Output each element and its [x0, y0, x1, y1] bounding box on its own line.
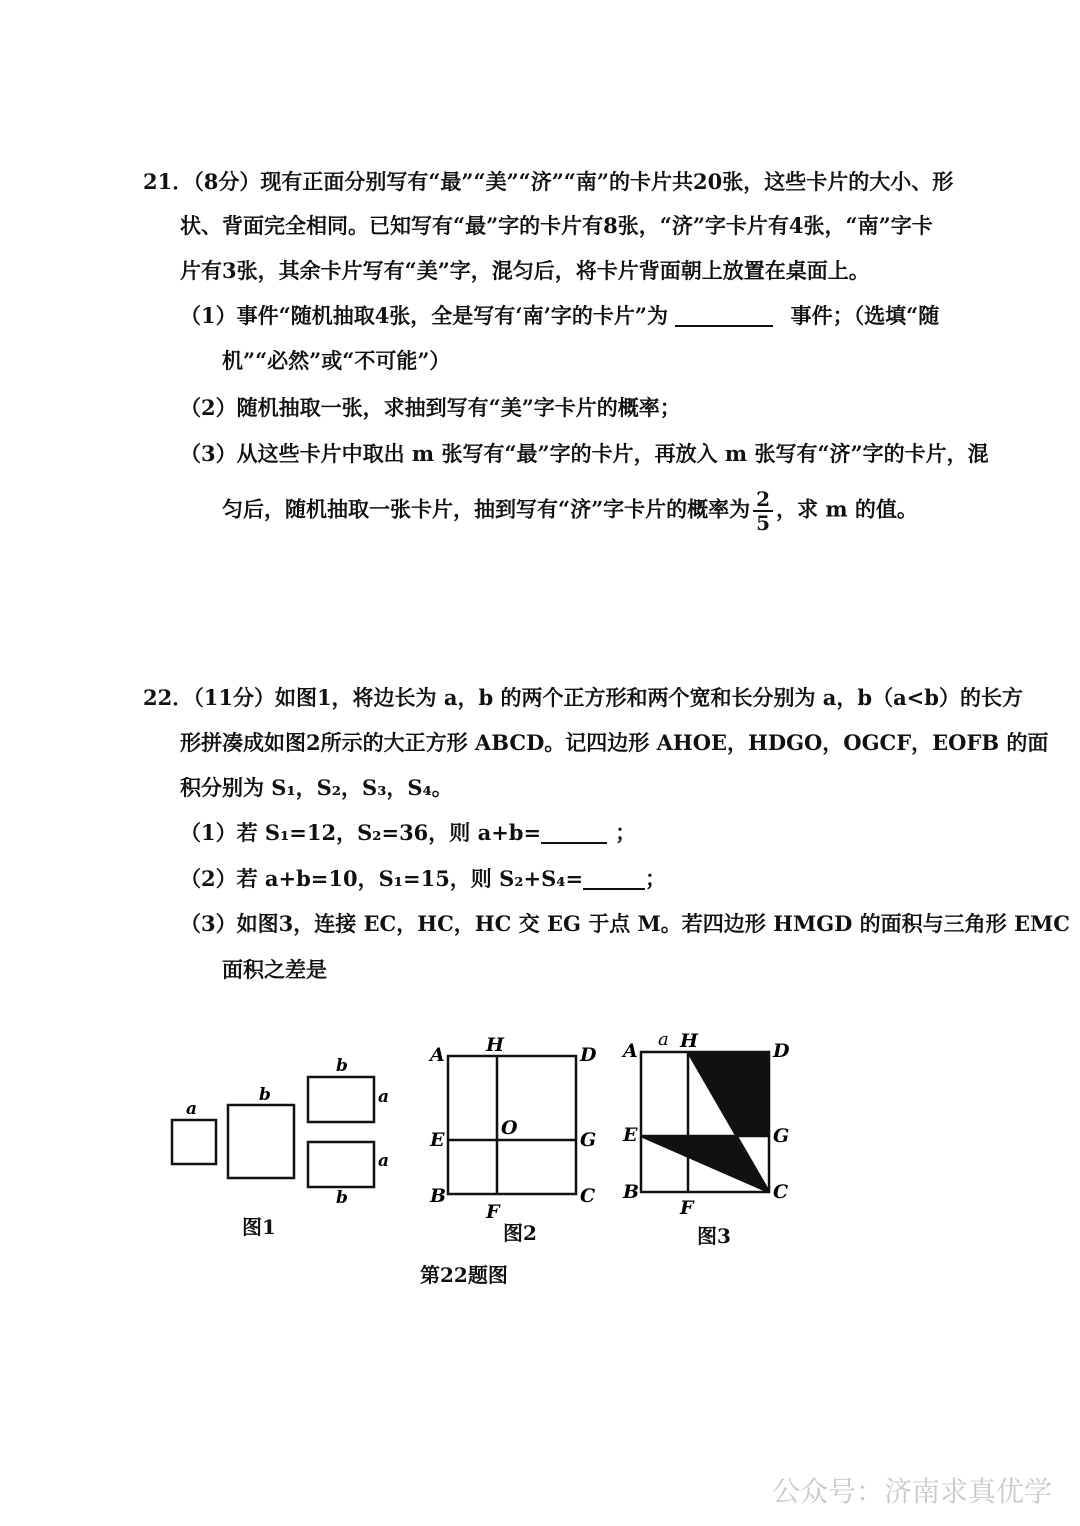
q22-part1-text: （1）若 S₁=12，S₂=36，则 a+b= — [180, 820, 542, 845]
figure-1 — [160, 1050, 410, 1240]
fig1-rect2-label-a: a — [378, 1151, 390, 1171]
fig1-rect1-label-b: b — [336, 1056, 348, 1076]
q22-part2-end: ； — [645, 866, 667, 891]
label-H: H — [486, 1034, 504, 1056]
label-A: A — [430, 1044, 445, 1066]
q22-part1 — [180, 818, 636, 848]
q21-part1-cont: 机”“必然”或“不可能”） — [222, 348, 451, 373]
label-C: C — [580, 1185, 596, 1207]
fig2-caption: 图2 — [503, 1221, 537, 1245]
q22-part2-blank[interactable] — [583, 866, 645, 890]
figure-2 — [420, 1030, 610, 1240]
q22-line3: 积分别为 S₁，S₂，S₃，S₄。 — [180, 775, 453, 800]
q21-part1-blank[interactable] — [675, 303, 773, 327]
q22-part1-end: ； — [615, 820, 637, 845]
q22-part3-b: 面积之差是 — [222, 957, 327, 982]
label-F: F — [486, 1201, 500, 1223]
q21-part1-text-b: 事件；（选填“随 — [790, 303, 940, 328]
label-G: G — [580, 1129, 597, 1151]
fig3-caption: 图3 — [697, 1224, 731, 1248]
figure-group-caption: 第22题图 — [420, 1263, 508, 1287]
label-A-fig3: A — [623, 1040, 638, 1062]
watermark: 公众号：济南求真优学 — [771, 1475, 1052, 1508]
label-F-fig3: F — [680, 1197, 694, 1219]
q21-part1 — [180, 301, 939, 331]
q21-part3-a: （3）从这些卡片中取出 m 张写有“最”字的卡片，再放入 m 张写有“济”字的卡片，混 — [180, 441, 989, 466]
figure-3 — [618, 1030, 808, 1240]
label-B-fig3: B — [623, 1181, 640, 1203]
label-E-fig3: E — [623, 1124, 638, 1146]
label-D: D — [580, 1044, 597, 1066]
q21-part3-text: 匀后，随机抽取一张卡片，抽到写有“济”字卡片的概率为 — [222, 496, 751, 522]
fraction-denominator: 5 — [756, 511, 771, 535]
q22-line1: 22．（11分）如图1，将边长为 a，b 的两个正方形和两个宽和长分别为 a，b（a<b）的长方 — [143, 685, 1023, 710]
fig1-caption: 图1 — [242, 1215, 276, 1239]
label-O: O — [501, 1117, 518, 1139]
q22-part3-a: （3）如图3，连接 EC，HC，HC 交 EG 于点 M。若四边形 HMGD 的面积与三角形 EMC — [180, 911, 1070, 936]
q21-part3-b — [222, 488, 918, 534]
q21-line3: 片有3张，其余卡片写有“美”字，混匀后，将卡片背面朝上放置在桌面上。 — [180, 258, 870, 283]
label-B: B — [430, 1185, 447, 1207]
q22-part2-text: （2）若 a+b=10，S₁=15，则 S₂+S₄= — [180, 866, 584, 891]
q22-line2: 形拼凑成如图2所示的大正方形 ABCD。记四边形 AHOE，HDGO，OGCF，EOFB 的面 — [180, 730, 1049, 755]
fig1-rect2-label-b: b — [336, 1188, 348, 1208]
label-a-fig3: a — [658, 1030, 669, 1050]
fraction — [753, 488, 773, 534]
rectangle-bottom — [308, 1142, 374, 1187]
q22-part1-blank[interactable] — [541, 820, 607, 844]
q21-part2: （2）随机抽取一张，求抽到写有“美”字卡片的概率； — [180, 395, 681, 420]
q22-part2 — [180, 864, 666, 894]
fig1-rect1-label-a: a — [378, 1087, 390, 1107]
q21-part1-text: （1）事件“随机抽取4张，全是写有‘南’字的卡片”为 — [180, 303, 669, 328]
q21-line1: 21．（8分）现有正面分别写有“最”“美”“济”“南”的卡片共20张，这些卡片的大小、形 — [143, 169, 954, 194]
q21-line2: 状、背面完全相同。已知写有“最”字的卡片有8张，“济”字卡片有4张，“南”字卡 — [180, 213, 933, 238]
small-square — [172, 1120, 216, 1164]
label-D-fig3: D — [773, 1040, 790, 1062]
fig1-label-a: a — [186, 1099, 198, 1119]
fig1-label-b: b — [259, 1085, 271, 1105]
fraction-numerator: 2 — [753, 488, 773, 512]
rectangle-top — [308, 1077, 374, 1122]
label-C-fig3: C — [773, 1181, 789, 1203]
large-square — [228, 1105, 294, 1178]
label-G-fig3: G — [773, 1125, 790, 1147]
label-H-fig3: H — [680, 1030, 698, 1052]
label-E: E — [430, 1129, 445, 1151]
q21-part3-end: ，求 m 的值。 — [776, 496, 918, 522]
